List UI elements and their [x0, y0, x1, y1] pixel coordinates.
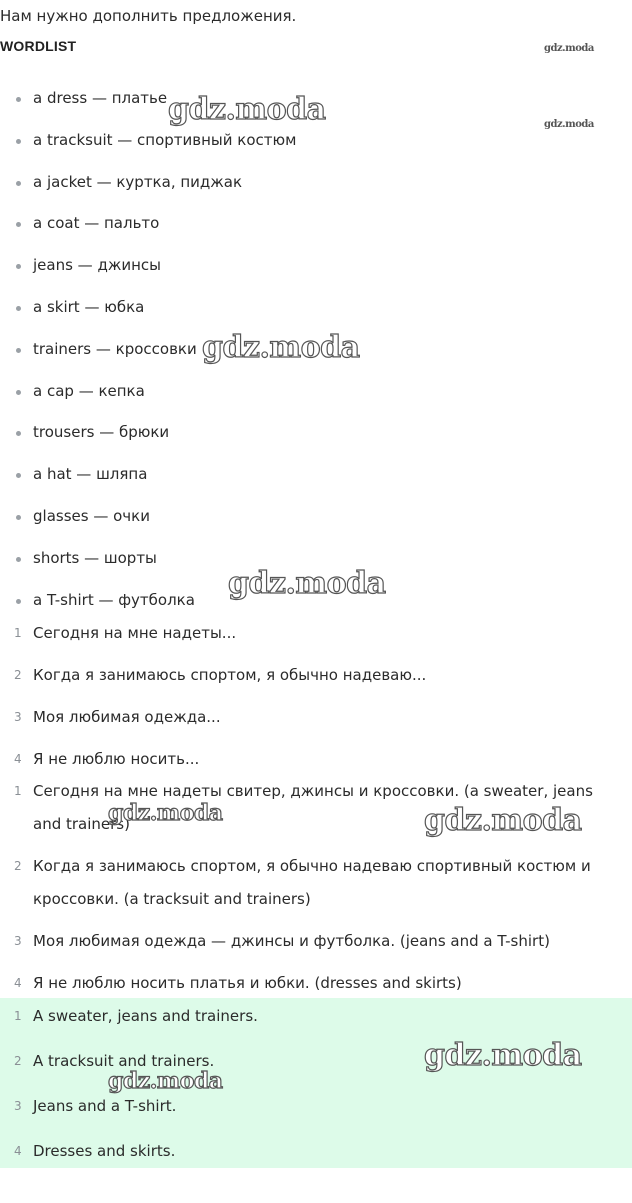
item-number: 2 — [14, 859, 22, 873]
wordlist-item — [0, 78, 632, 120]
wordlist-item — [0, 454, 632, 496]
questions-list — [0, 617, 632, 785]
bullet-icon — [16, 431, 21, 436]
answer-text: A sweater, jeans and trainers. — [33, 1007, 258, 1025]
intro-text: Нам нужно дополнить предложения. — [0, 7, 297, 25]
wordlist-item-text: a dress — платье — [33, 89, 168, 107]
translation-item — [0, 850, 632, 925]
wordlist-item — [0, 203, 632, 245]
answers-list — [0, 1000, 632, 1180]
bullet-icon — [16, 181, 21, 186]
watermark-logo: gdz.moda — [424, 803, 582, 838]
wordlist — [0, 78, 632, 621]
question-text: Моя любимая одежда... — [33, 708, 221, 726]
question-text: Когда я занимаюсь спортом, я обычно надеваю... — [33, 666, 427, 684]
watermark-logo: gdz.moda — [108, 1068, 223, 1094]
translation-text: Я не люблю носить платья и юбки. (dresses and skirts) — [33, 974, 462, 992]
wordlist-item-text: a T-shirt — футболка — [33, 590, 195, 609]
bullet-icon — [16, 139, 21, 144]
item-number: 2 — [14, 1054, 22, 1068]
question-text: Я не люблю носить... — [33, 750, 200, 768]
answer-item — [0, 1045, 632, 1090]
translations-list — [0, 775, 632, 1009]
wordlist-item-text: a hat — шляпа — [33, 465, 148, 484]
bullet-icon — [16, 306, 21, 311]
bullet-icon — [16, 599, 21, 604]
watermark-logo: gdz.moda — [544, 43, 594, 54]
wordlist-item — [0, 120, 632, 162]
bullet-icon — [16, 390, 21, 395]
wordlist-item-text: a jacket — куртка, пиджак — [33, 172, 243, 191]
wordlist-item — [0, 538, 632, 580]
item-number: 1 — [14, 784, 22, 798]
translation-item — [0, 775, 632, 850]
bullet-icon — [16, 515, 21, 520]
watermark-logo: gdz.moda — [168, 92, 326, 127]
item-number: 4 — [14, 976, 22, 990]
item-number: 4 — [14, 1144, 22, 1158]
wordlist-item-text: a tracksuit — спортивный костюм — [33, 130, 297, 149]
wordlist-item — [0, 329, 632, 371]
bullet-icon — [16, 348, 21, 353]
watermark-logo: gdz.moda — [544, 119, 594, 130]
answer-text: A tracksuit and trainers. — [33, 1052, 215, 1070]
wordlist-item — [0, 287, 632, 329]
item-number: 2 — [14, 668, 22, 682]
bullet-icon — [16, 264, 21, 269]
answer-text: Jeans and a T-shirt. — [33, 1097, 177, 1115]
item-number: 4 — [14, 752, 22, 766]
wordlist-item-text: trainers — кроссовки — [33, 339, 197, 358]
item-number: 1 — [14, 1009, 22, 1023]
answer-item — [0, 1000, 632, 1045]
wordlist-item-text: shorts — шорты — [33, 548, 157, 567]
wordlist-heading: WORDLIST — [0, 38, 77, 54]
bullet-icon — [16, 222, 21, 227]
item-number: 3 — [14, 1099, 22, 1113]
wordlist-item — [0, 580, 632, 622]
bullet-icon — [16, 473, 21, 478]
watermark-logo: gdz.moda — [424, 1038, 582, 1073]
item-number: 3 — [14, 934, 22, 948]
translation-text: Когда я занимаюсь спортом, я обычно надеваю спортивный костюм и кроссовки. (a tracksuit and trainers) — [33, 857, 591, 908]
wordlist-item — [0, 162, 632, 204]
watermark-logo: gdz.moda — [202, 330, 360, 365]
translation-text: Моя любимая одежда — джинсы и футболка. (jeans and a T-shirt) — [33, 932, 550, 950]
item-number: 3 — [14, 710, 22, 724]
item-number: 1 — [14, 626, 22, 640]
watermark-logo: gdz.moda — [228, 566, 386, 601]
wordlist-item — [0, 245, 632, 287]
wordlist-item-text: trousers — брюки — [33, 423, 170, 442]
wordlist-item-text: a cap — кепка — [33, 381, 145, 400]
wordlist-item — [0, 496, 632, 538]
question-item — [0, 701, 632, 743]
answer-item — [0, 1135, 632, 1180]
wordlist-item-text: a skirt — юбка — [33, 297, 145, 316]
wordlist-item-text: glasses — очки — [33, 506, 150, 525]
bullet-icon — [16, 557, 21, 562]
translation-text: Сегодня на мне надеты свитер, джинсы и кроссовки. (a sweater, jeans and trainers) — [33, 782, 593, 833]
question-text: Сегодня на мне надеты... — [33, 624, 237, 642]
bullet-icon — [16, 97, 21, 102]
question-item — [0, 659, 632, 701]
wordlist-item-text: a coat — пальто — [33, 214, 160, 233]
wordlist-item — [0, 412, 632, 454]
answer-text: Dresses and skirts. — [33, 1142, 176, 1160]
watermark-logo: gdz.moda — [108, 800, 223, 826]
wordlist-item-text: jeans — джинсы — [33, 256, 161, 275]
translation-item — [0, 925, 632, 967]
answer-item — [0, 1090, 632, 1135]
question-item — [0, 617, 632, 659]
wordlist-item — [0, 371, 632, 413]
